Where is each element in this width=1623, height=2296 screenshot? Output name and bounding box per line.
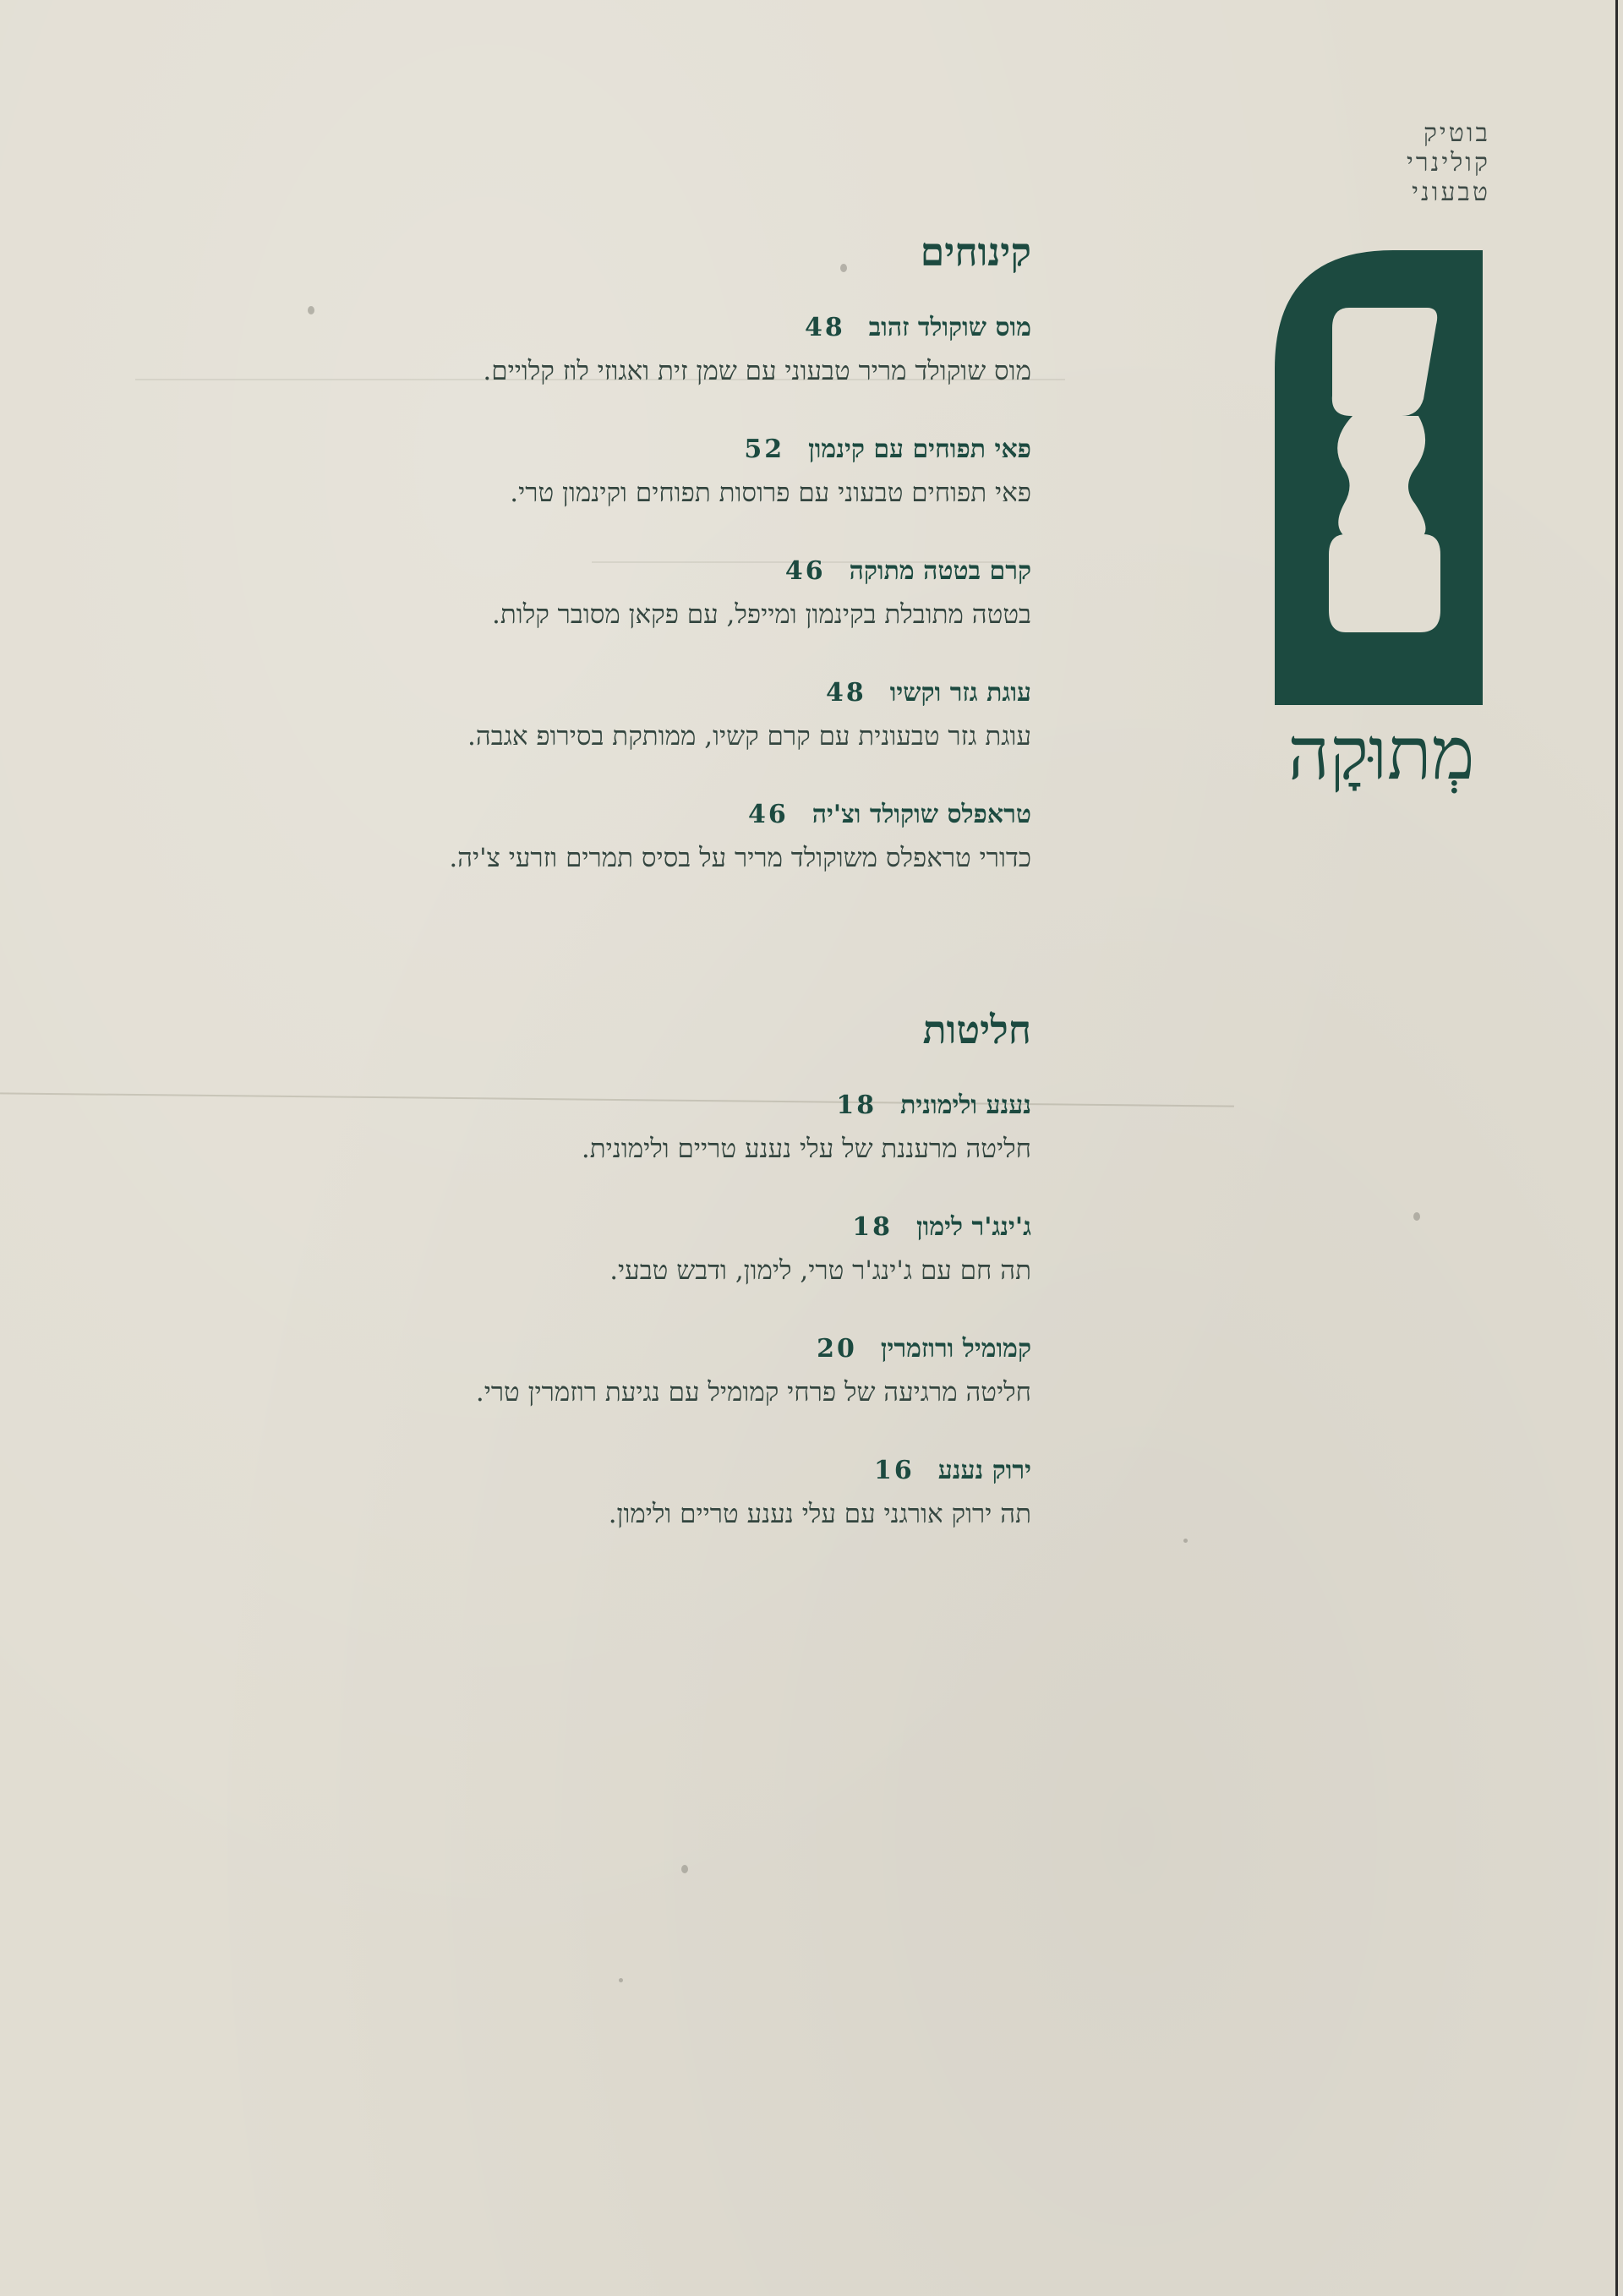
item-name: מוס שוקולד זהוב xyxy=(868,313,1031,342)
item-name: נענע ולימונית xyxy=(900,1091,1031,1120)
menu-item xyxy=(186,1332,1031,1410)
item-name: קמומיל ורוזמרין xyxy=(880,1334,1031,1364)
menu-item xyxy=(186,676,1031,754)
item-description: עוגת גזר טבעונית עם קרם קשיו, ממותקת בסירופ אגבה. xyxy=(467,721,1031,752)
item-price: 52 xyxy=(744,435,785,464)
tagline-line: טבעוני xyxy=(1412,178,1490,207)
item-price: 18 xyxy=(852,1212,893,1242)
paper-speck xyxy=(1413,1212,1420,1221)
item-description: חליטה מרעננת של עלי נענע טריים ולימונית. xyxy=(581,1134,1031,1164)
menu-content xyxy=(186,228,1031,1532)
logo-arch-icon xyxy=(1275,250,1483,705)
item-description: תה ירוק אורגני עם עלי נענע טריים ולימון. xyxy=(608,1499,1031,1529)
brand-logo xyxy=(1275,250,1483,705)
paper-speck xyxy=(1183,1539,1188,1543)
section-title-infusions: חליטות xyxy=(922,1007,1031,1052)
item-description: פאי תפוחים טבעוני עם פרוסות תפוחים וקינמון טרי. xyxy=(510,478,1031,508)
item-price: 46 xyxy=(748,800,789,829)
menu-item xyxy=(186,311,1031,389)
menu-item xyxy=(186,798,1031,876)
item-name: ג'ינג'ר לימון xyxy=(916,1212,1031,1242)
menu-item xyxy=(186,1454,1031,1532)
item-description: חליטה מרגיעה של פרחי קמומיל עם נגיעת רוזמרין טרי. xyxy=(475,1377,1031,1408)
menu-item xyxy=(186,1211,1031,1288)
tagline-line: קולינרי xyxy=(1407,148,1490,178)
menu-item xyxy=(186,433,1031,511)
menu-item xyxy=(186,1089,1031,1167)
menu-item xyxy=(186,555,1031,632)
item-description: כדורי טראפלס משוקולד מריר על בסיס תמרים וזרעי צ'יה. xyxy=(449,843,1031,873)
item-price: 46 xyxy=(784,556,826,586)
item-price: 20 xyxy=(817,1334,857,1364)
item-price: 48 xyxy=(804,313,845,342)
item-price: 18 xyxy=(836,1091,877,1120)
section-title-desserts: קינוחים xyxy=(920,229,1031,275)
item-description: בטטה מתובלת בקינמון ומייפל, עם פקאן מסובר קלות. xyxy=(492,599,1031,630)
paper-speck xyxy=(619,1978,623,1982)
item-name: פאי תפוחים עם קינמון xyxy=(808,435,1031,464)
brand-name: מְתוּקָה xyxy=(1287,712,1475,796)
item-description: מוס שוקולד מריר טבעוני עם שמן זית ואגוזי לוז קלויים. xyxy=(483,356,1031,386)
brand-tagline xyxy=(1321,118,1490,207)
item-description: תה חם עם ג'ינג'ר טרי, לימון, ודבש טבעי. xyxy=(609,1255,1031,1286)
page-edge-line xyxy=(1615,0,1618,2296)
item-name: ירוק נענע xyxy=(937,1456,1031,1485)
item-name: טראפלס שוקולד וצ'יה xyxy=(812,800,1031,829)
item-name: קרם בטטה מתוקה xyxy=(849,556,1031,586)
paper-speck xyxy=(681,1865,688,1873)
tagline-line: בוטיק xyxy=(1423,118,1490,148)
item-name: עוגת גזר וקשיו xyxy=(889,678,1031,708)
item-price: 48 xyxy=(825,678,866,708)
item-price: 16 xyxy=(874,1456,915,1485)
